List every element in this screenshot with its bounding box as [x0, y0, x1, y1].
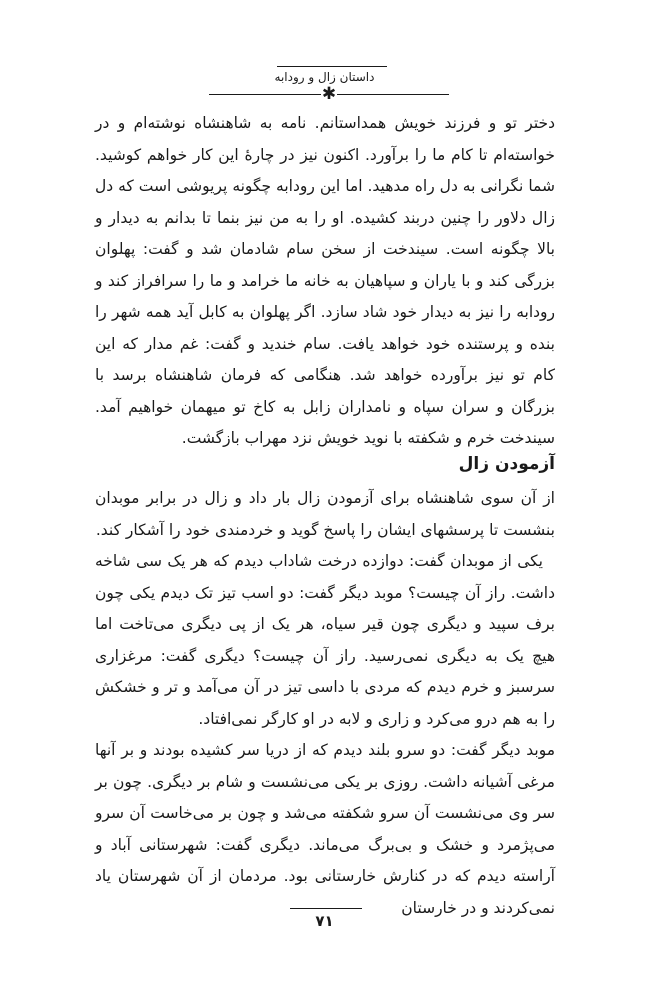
- paragraph-text: دختر تو و فرزند خویش همداستانم. نامه به شاهنشاه نوشته‌ام و در خواسته‌ام تا کام ما را برآورد. اکنون نیز در چارهٔ این کار خواهم کوشید. شما نگرانی به دل راه مدهید. اما این رودابه چگونه پریوشی است که دل زال دلاور را چنین دربند کشیده. او را به من نیز بنما تا بدانم به دیدار و بالا چگونه است. سیندخت از سخن سام شادمان شد و گفت: پهلوان بزرگی کند و با یاران و سپاهیان به خانه ما خرامد و ما را سرافراز کند و رودابه را نیز به دیدار خود شاد سازد. اگر پهلوان به کابل آید همه شهر را بنده و پرستنده خود خواهد یافت. سام خندید و گفت: غم مدار که این کام تو نیز برآورده خواهد شد. هنگامی که فرمان شاهنشاه برسد با بزرگان و سران سپاه و نامداران زابل به کاخ تو میهمان خواهیم آمد. سیندخت خرم و شکفته با نوید خویش نزد مهراب بازگشت.: [95, 114, 555, 447]
- header-right-rule: [337, 94, 449, 95]
- running-title: داستان زال و رودابه: [274, 70, 375, 84]
- paragraph-text: یکی از موبدان گفت: دوازده درخت شاداب دیدم که هر یک سی شاخه داشت. راز آن چیست؟ موبد دیگر گفت: دو اسب تیز تک دیدم یکی چون برف سپید و دیگری چون قیر سیاه، هر یک از پی دیگری می‌تاخت اما هیچ یک به دیگری نمی‌رسید. راز آن چیست؟ دیگری گفت: مرغزاری سرسبز و خرم دیدم که مردی با داسی تیز در آن می‌آمد و تر و خشکش را به هم درو می‌کرد و زاری و لابه در او کارگر نمی‌افتاد.: [95, 552, 555, 728]
- paragraph-text: موبد دیگر گفت: دو سرو بلند دیدم که از دریا سر کشیده بودند و بر آنها مرغی آشیانه داشت. روزی بر یکی می‌نشست و شام بر دیگری. چون بر سر وی می‌نشست آن سرو شکفته می‌شد و چون بر می‌خاست آن سرو می‌پژمرد و خشک و بی‌برگ می‌ماند. دیگری گفت: شهرستانی آباد و آراسته دیدم که در کنارش خارستانی بود. مردمان از آن شهرستان یاد نمی‌کردند و در خارستان: [95, 741, 555, 917]
- header-top-rule: [277, 66, 387, 67]
- page-number: ۷۱: [315, 912, 334, 930]
- page-header: [0, 44, 649, 104]
- asterisk-ornament-icon: ✱: [321, 84, 337, 104]
- paragraph-text: از آن سوی شاهنشاه برای آزمودن زال بار داد و زال در برابر موبدان بنشست تا پرسشهای ایشان را پاسخ گوید و خردمندی خود را آشکار کند.: [95, 489, 555, 539]
- section-heading: آزمودن زال: [458, 454, 555, 474]
- header-left-rule: [209, 94, 321, 95]
- section-body: [95, 483, 555, 924]
- footer-rule: [290, 908, 362, 909]
- story-paragraph: [95, 108, 555, 455]
